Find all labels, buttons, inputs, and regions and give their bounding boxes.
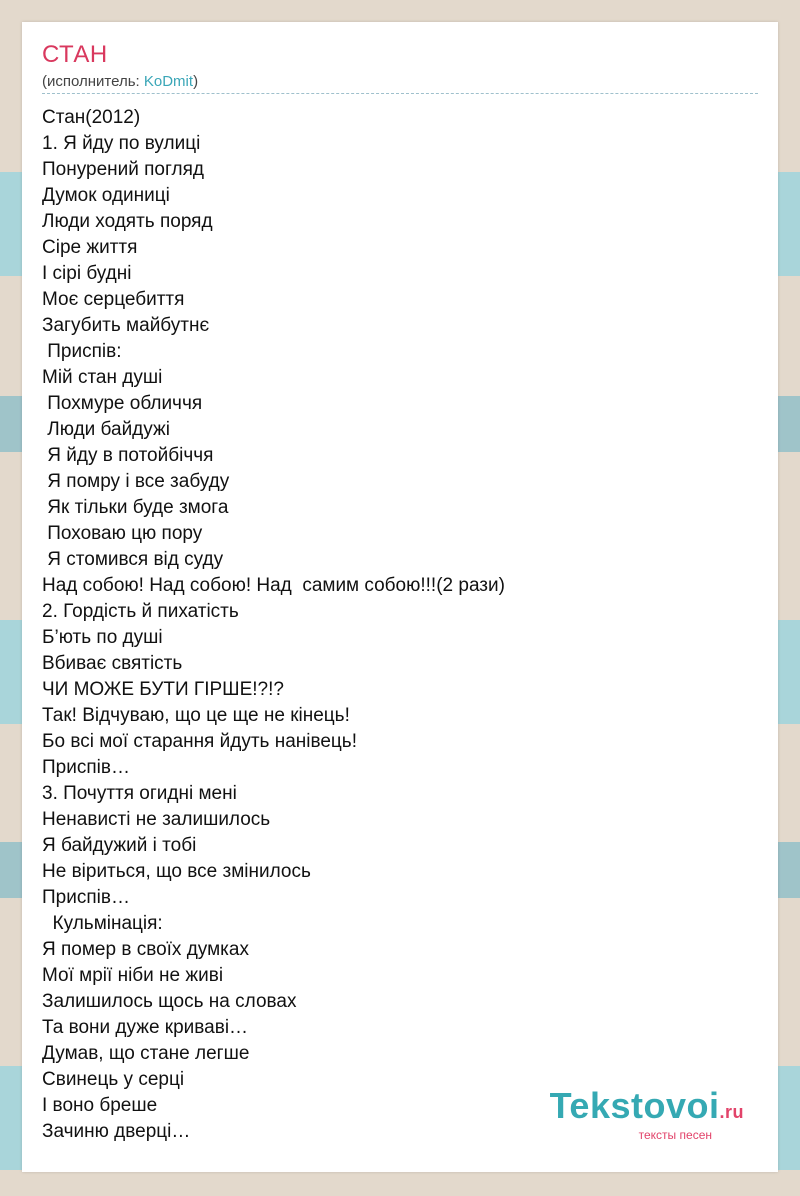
lyric-line: Б’ють по душі	[42, 627, 163, 648]
lyric-line: Не віриться, що все змінилось	[42, 861, 311, 882]
lyric-line: Я байдужий і тобі	[42, 835, 197, 856]
performer-link[interactable]: KoDmit	[143, 73, 194, 90]
lyric-line: 1. Я йду по вулиці	[42, 133, 201, 154]
lyric-line: Бо всі мої старання йдуть нанівець!	[42, 731, 357, 752]
lyric-line: Люди ходять поряд	[42, 211, 213, 232]
lyric-line: Я стомився від суду	[42, 549, 224, 570]
logo-tagline: тексты песен	[638, 1128, 712, 1142]
logo-name: Tekstovoi	[549, 1085, 720, 1126]
performer-line	[42, 73, 198, 90]
lyric-line: Стан(2012)	[42, 107, 141, 128]
lyric-line: І воно бреше	[42, 1095, 158, 1116]
lyric-line: Я помру і все забуду	[42, 471, 230, 492]
lyric-line: Кульмінація:	[42, 913, 163, 934]
logo-tld: .ru	[719, 1102, 744, 1122]
lyric-line: Думав, що стане легше	[42, 1043, 250, 1064]
lyric-line: Приспів:	[42, 341, 122, 362]
lyric-line: Поховаю цю пору	[42, 523, 203, 544]
lyric-line: Ненависті не залишилось	[42, 809, 271, 830]
lyric-line: Думок одиниці	[42, 185, 170, 206]
lyric-line: Похмуре обличчя	[42, 393, 203, 414]
performer-prefix: (исполнитель:	[42, 73, 144, 90]
lyric-line: 2. Гордість й пихатість	[42, 601, 239, 622]
lyric-line: І сірі будні	[42, 263, 132, 284]
lyric-line: Зачиню дверці…	[42, 1121, 191, 1142]
lyric-line: Свинець у серці	[42, 1069, 185, 1090]
lyric-line: Люди байдужі	[42, 419, 170, 440]
song-title: СТАН	[42, 41, 108, 68]
lyric-line: ЧИ МОЖЕ БУТИ ГІРШЕ!?!?	[42, 679, 284, 700]
lyrics-sheet	[22, 22, 778, 1172]
lyric-line: Я помер в своїх думках	[42, 939, 249, 960]
lyric-line: Понурений погляд	[42, 159, 204, 180]
title-divider	[42, 93, 758, 94]
lyric-line: Я йду в потойбіччя	[42, 445, 214, 466]
lyric-line: Залишилось щось на словах	[42, 991, 297, 1012]
lyric-line: Приспів…	[42, 887, 130, 908]
lyrics-list	[42, 105, 505, 1145]
site-logo[interactable]	[549, 1085, 744, 1142]
lyric-line: 3. Почуття огидні мені	[42, 783, 237, 804]
lyric-line: Так! Відчуваю, що це ще не кінець!	[42, 705, 350, 726]
performer-suffix: )	[193, 73, 199, 90]
lyric-line: Загубить майбутнє	[42, 315, 210, 336]
lyric-line: Та вони дуже криваві…	[42, 1017, 249, 1038]
lyric-line: Вбиває святість	[42, 653, 183, 674]
lyric-line: Як тільки буде змога	[42, 497, 229, 518]
lyric-line: Приспів…	[42, 757, 130, 778]
lyric-line: Мої мрії ніби не живі	[42, 965, 224, 986]
lyric-line: Мій стан душі	[42, 367, 163, 388]
lyric-line: Сіре життя	[42, 237, 138, 258]
lyric-line: Над собою! Над собою! Над самим собою!!!(2 рази)	[42, 575, 505, 596]
lyric-line: Моє серцебиття	[42, 289, 185, 310]
